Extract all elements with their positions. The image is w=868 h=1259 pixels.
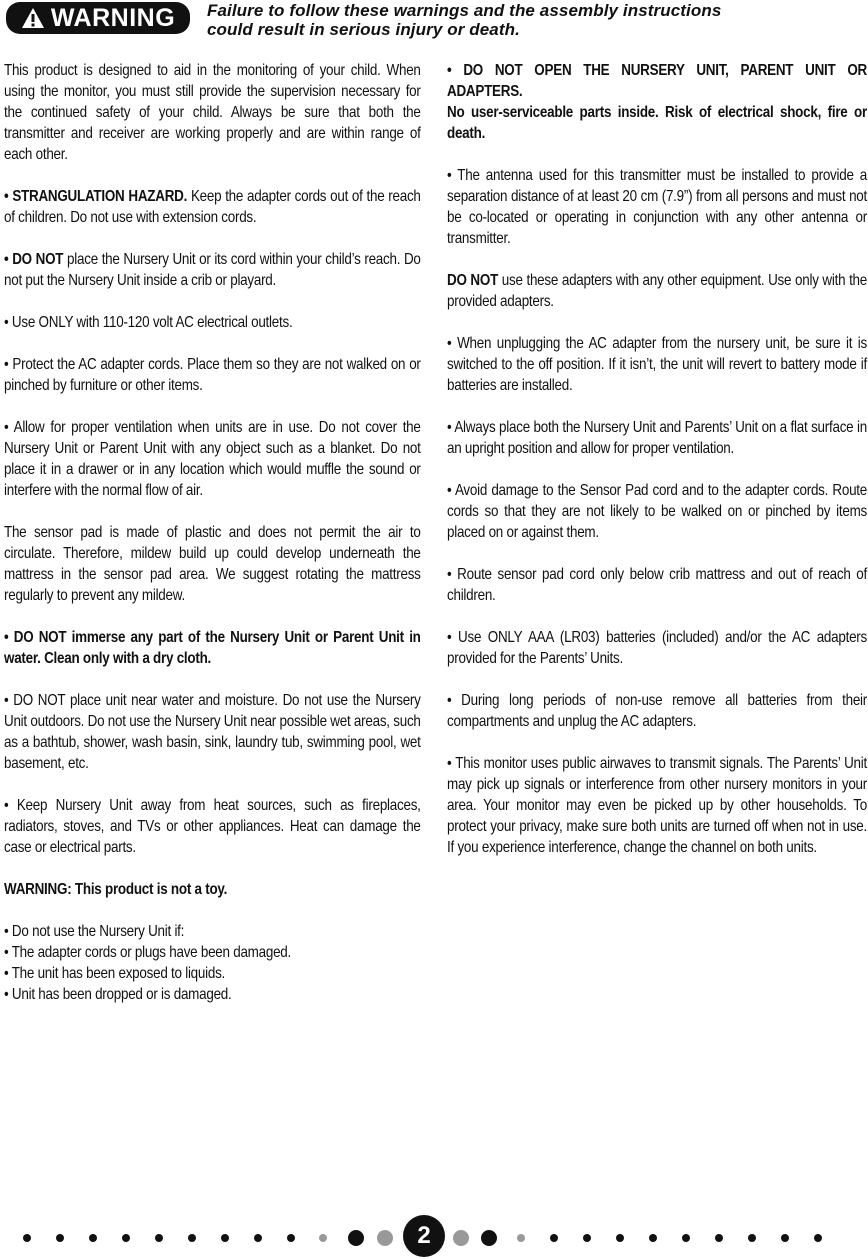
warning-triangle-icon — [21, 7, 45, 29]
footer-dot — [550, 1234, 558, 1242]
reach-text: place the Nursery Unit or its cord within your child’s reach. Do not put the Nursery Unit inside a crib or playard. — [4, 251, 421, 289]
antenna-note: • The antenna used for this transmitter must be installed to provide a separation distance of at least 20 cm (7.9”) from all persons and must not be co-located or operating in conjunction with any other antenna or transmitter. — [447, 167, 867, 247]
footer-dot — [348, 1230, 364, 1246]
interference-note: • This monitor uses public airwaves to transmit signals. The Parents’ Unit may pick up signals or interference from other nursery monitors in your area. Your monitor may even be picked up by other households. To protect your privacy, make sure both units are turned off when not in use. If you experience interference, change the channel on both units. — [447, 755, 867, 856]
footer-dot — [89, 1234, 97, 1242]
page-number: 2 — [403, 1215, 445, 1257]
unplugging-note: • When unplugging the AC adapter from the nursery unit, be sure it is switched to the off position. If it isn’t, the unit will revert to battery mode if batteries are installed. — [447, 335, 867, 394]
right-column — [447, 60, 867, 879]
footer-dot — [649, 1234, 657, 1242]
list-item: • The adapter cords or plugs have been damaged. — [4, 944, 292, 961]
reach-heading: • DO NOT — [4, 251, 64, 268]
adapter-text: use these adapters with any other equipment. Use only with the provided adapters. — [447, 272, 868, 310]
footer-dot — [481, 1230, 497, 1246]
headline-line-1: Failure to follow these warnings and the assembly instructions — [207, 1, 722, 20]
sensor-cord-note: • Route sensor pad cord only below crib mattress and out of reach of children. — [447, 566, 867, 604]
footer-dot — [287, 1234, 295, 1242]
warning-badge — [6, 2, 190, 34]
immersion-warning: • DO NOT immerse any part of the Nursery Unit or Parent Unit in water. Clean only with a dry cloth. — [4, 629, 421, 667]
footer-dot — [682, 1234, 690, 1242]
footer-dot — [814, 1234, 822, 1242]
footer-dot — [377, 1230, 393, 1246]
strangulation-warning — [4, 186, 421, 228]
ventilation-warning: • Allow for proper ventilation when units are in use. Do not cover the Nursery Unit or Parent Unit with any object such as a blanket. Do not place it in a drawer or in any location which would muffle the sound or interfere with the normal flow of air. — [4, 419, 421, 499]
warning-headline — [207, 1, 807, 39]
do-not-use-intro: • Do not use the Nursery Unit if: — [4, 923, 185, 940]
footer-dot — [715, 1234, 723, 1242]
footer-dot — [23, 1234, 31, 1242]
shock-risk-text: No user-serviceable parts inside. Risk of electrical shock, fire or death. — [447, 104, 867, 142]
headline-line-2: could result in serious injury or death. — [207, 20, 520, 39]
adapter-heading: DO NOT — [447, 272, 499, 289]
list-item: • Unit has been dropped or is damaged. — [4, 986, 232, 1003]
cord-protection-warning: • Protect the AC adapter cords. Place them so they are not walked on or pinched by furniture or other items. — [4, 356, 421, 394]
do-not-open-warning — [447, 60, 867, 144]
strangulation-heading: • STRANGULATION HAZARD. — [4, 188, 188, 205]
not-a-toy-warning: WARNING: This product is not a toy. — [4, 881, 228, 898]
battery-type-note: • Use ONLY AAA (LR03) batteries (included) and/or the AC adapters provided for the Parents’ Units. — [447, 629, 867, 667]
footer-dot — [122, 1234, 130, 1242]
heat-warning: • Keep Nursery Unit away from heat sources, such as fireplaces, radiators, stoves, and TVs or other appliances. Heat can damage the case or electrical parts. — [4, 797, 421, 856]
footer-dot — [56, 1234, 64, 1242]
footer-dot — [155, 1234, 163, 1242]
footer-dot — [517, 1234, 525, 1242]
footer-dot — [781, 1234, 789, 1242]
footer-dot — [453, 1230, 469, 1246]
intro-paragraph: This product is designed to aid in the monitoring of your child. When using the monitor, you must still provide the supervision necessary for the continued safety of your child. Always be sure that both the transmitter and receiver are working properly and are within range of each other. — [4, 62, 421, 163]
do-not-open-heading: • DO NOT OPEN THE NURSERY UNIT, PARENT UNIT OR ADAPTERS. — [447, 62, 867, 100]
do-not-use-list — [4, 942, 421, 1005]
footer-dot — [748, 1234, 756, 1242]
footer-dot — [254, 1234, 262, 1242]
placement-note: • Always place both the Nursery Unit and Parents’ Unit on a flat surface in an upright position and allow for proper ventilation. — [447, 419, 867, 457]
water-warning: • DO NOT place unit near water and moisture. Do not use the Nursery Unit outdoors. Do not use the Nursery Unit near possible wet areas, such as a bathtub, shower, wash basin, sink, laundry tub, swimming pool, wet basement, etc. — [4, 692, 421, 772]
footer-dot — [188, 1234, 196, 1242]
footer-dot — [221, 1234, 229, 1242]
warning-badge-label: WARNING — [50, 3, 176, 32]
battery-removal-note: • During long periods of non-use remove all batteries from their compartments and unplug the AC adapters. — [447, 692, 867, 730]
footer-dot — [319, 1234, 327, 1242]
footer-dot — [616, 1234, 624, 1242]
strangulation-text: Keep the adapter cords out of the reach of children. Do not use with extension cords. — [4, 188, 421, 226]
left-column — [4, 60, 421, 1005]
adapter-warning — [447, 270, 867, 312]
list-item: • The unit has been exposed to liquids. — [4, 965, 226, 982]
sensor-pad-note: The sensor pad is made of plastic and does not permit the air to circulate. Therefore, mildew build up could develop underneath the mattress in the sensor pad area. We suggest rotating the mattress regularly to prevent any mildew. — [4, 524, 421, 604]
reach-warning — [4, 249, 421, 291]
voltage-warning: • Use ONLY with 110-120 volt AC electrical outlets. — [4, 314, 293, 331]
cord-damage-warning: • Avoid damage to the Sensor Pad cord and to the adapter cords. Route cords so that they are not likely to be walked on or pinched by items placed on or against them. — [447, 482, 867, 541]
footer-dot — [583, 1234, 591, 1242]
